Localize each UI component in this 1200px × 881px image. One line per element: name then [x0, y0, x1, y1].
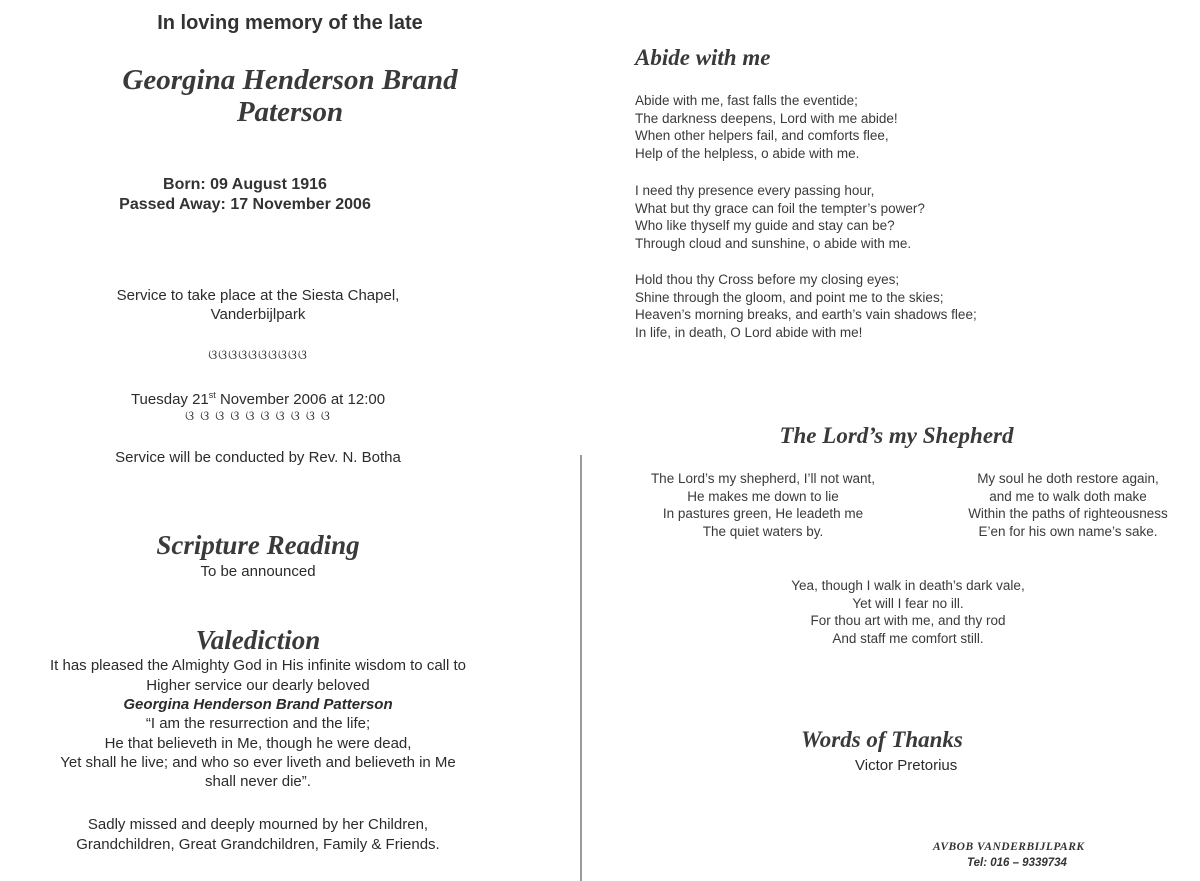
shepherd-v1-line2: He makes me down to lie	[687, 488, 839, 504]
shepherd-v2-line3: Within the paths of righteousness	[968, 506, 1168, 521]
words-of-thanks-heading: Words of Thanks	[801, 727, 963, 752]
shepherd-v3-line4: And staff me comfort still.	[832, 630, 984, 646]
born-date: Born: 09 August 1916	[163, 176, 327, 193]
verse-line-3: Yet shall he live; and who so ever liveth and believeth in Me	[60, 754, 456, 771]
shepherd-v2-line4: E’en for his own name’s sake.	[978, 523, 1158, 539]
abide-v3-line1: Hold thou thy Cross before my closing eyes;	[635, 272, 900, 287]
verse-line-4: shall never die”.	[205, 773, 311, 790]
service-date-suffix-sup: st	[208, 390, 216, 400]
hymn-shepherd-title: The Lord’s my Shepherd	[779, 423, 1014, 448]
hymn-abide-verse-1	[635, 92, 898, 162]
hymn-abide-verse-2	[635, 182, 925, 252]
service-date-rest: November 2006 at 12:00	[215, 391, 386, 408]
abide-v2-line2: What but thy grace can foil the tempter’s power?	[635, 200, 925, 216]
intro-heading: In loving memory of the late	[157, 12, 423, 34]
abide-v1-line2: The darkness deepens, Lord with me abide!	[635, 110, 898, 126]
hymn-shepherd-verse-2	[943, 470, 1193, 540]
abide-v1-line3: When other helpers fail, and comforts flee,	[635, 128, 889, 143]
funeral-company-tel: Tel: 016 – 9339734	[967, 857, 1067, 869]
deceased-name-line2: Paterson	[236, 96, 344, 128]
abide-v1-line1: Abide with me, fast falls the eventide;	[635, 93, 858, 108]
abide-v2-line3: Who like thyself my guide and stay can be?	[635, 218, 895, 233]
verse-line-1: “I am the resurrection and the life;	[145, 715, 371, 732]
mourned-line-1: Sadly missed and deeply mourned by her Children,	[87, 816, 429, 833]
shepherd-v2-line2: and me to walk doth make	[989, 488, 1147, 504]
passed-away-date: Passed Away: 17 November 2006	[119, 196, 371, 213]
ornament-divider-spaced: ଓ ଓ ଓ ଓ ଓ ଓ ଓ ଓ ଓ ଓ	[185, 409, 331, 424]
right-page	[583, 0, 1200, 881]
shepherd-v1-line3: In pastures green, He leadeth me	[662, 506, 864, 521]
valediction-heading: Valediction	[195, 625, 321, 655]
service-location-line2: Vanderbijlpark	[210, 306, 306, 323]
service-date-prefix: Tuesday 21	[130, 391, 209, 408]
hymn-shepherd-verse-1	[628, 470, 898, 540]
shepherd-v2-line1: My soul he doth restore again,	[977, 471, 1159, 486]
shepherd-v1-line4: The quiet waters by.	[702, 523, 824, 539]
hymn-abide-verse-3	[635, 271, 977, 341]
valediction-line-2: Higher service our dearly beloved	[146, 677, 370, 694]
left-page	[0, 0, 580, 881]
verse-line-2: He that believeth in Me, though he were dead,	[104, 735, 412, 752]
shepherd-v3-line3: For thou art with me, and thy rod	[810, 613, 1006, 628]
abide-v1-line4: Help of the helpless, o abide with me.	[635, 145, 860, 161]
ornament-divider: ଓଓଓଓଓଓଓଓଓଓ	[208, 348, 308, 363]
thanks-speaker: Victor Pretorius	[855, 757, 958, 774]
abide-v3-line2: Shine through the gloom, and point me to the skies;	[635, 289, 944, 305]
valediction-line-1: It has pleased the Almighty God in His infinite wisdom to call to	[49, 657, 467, 674]
scripture-reading-note: To be announced	[200, 563, 316, 580]
shepherd-v3-line1: Yea, though I walk in death’s dark vale,	[791, 578, 1025, 593]
abide-v2-line4: Through cloud and sunshine, o abide with me.	[635, 235, 912, 251]
shepherd-v1-line1: The Lord’s my shepherd, I’ll not want,	[650, 471, 876, 486]
deceased-name-line1: Georgina Henderson Brand	[122, 64, 458, 96]
service-conductor: Service will be conducted by Rev. N. Botha	[115, 449, 401, 466]
scripture-reading-heading: Scripture Reading	[156, 530, 360, 560]
abide-v3-line3: Heaven’s morning breaks, and earth’s vain shadows flee;	[635, 307, 977, 322]
shepherd-v3-line2: Yet will I fear no ill.	[852, 595, 964, 611]
page-fold-line	[580, 455, 582, 881]
abide-v3-line4: In life, in death, O Lord abide with me!	[635, 324, 863, 340]
mourned-line-2: Grandchildren, Great Grandchildren, Family & Friends.	[76, 836, 440, 853]
service-date	[0, 386, 580, 409]
service-location-line1: Service to take place at the Siesta Chapel,	[116, 287, 400, 304]
valediction-name: Georgina Henderson Brand Patterson	[123, 696, 393, 713]
abide-v2-line1: I need thy presence every passing hour,	[635, 183, 875, 198]
hymn-shepherd-verse-3	[753, 577, 1063, 647]
funeral-company: AVBOB VANDERBIJLPARK	[933, 841, 1085, 853]
hymn-abide-title: Abide with me	[635, 45, 771, 70]
